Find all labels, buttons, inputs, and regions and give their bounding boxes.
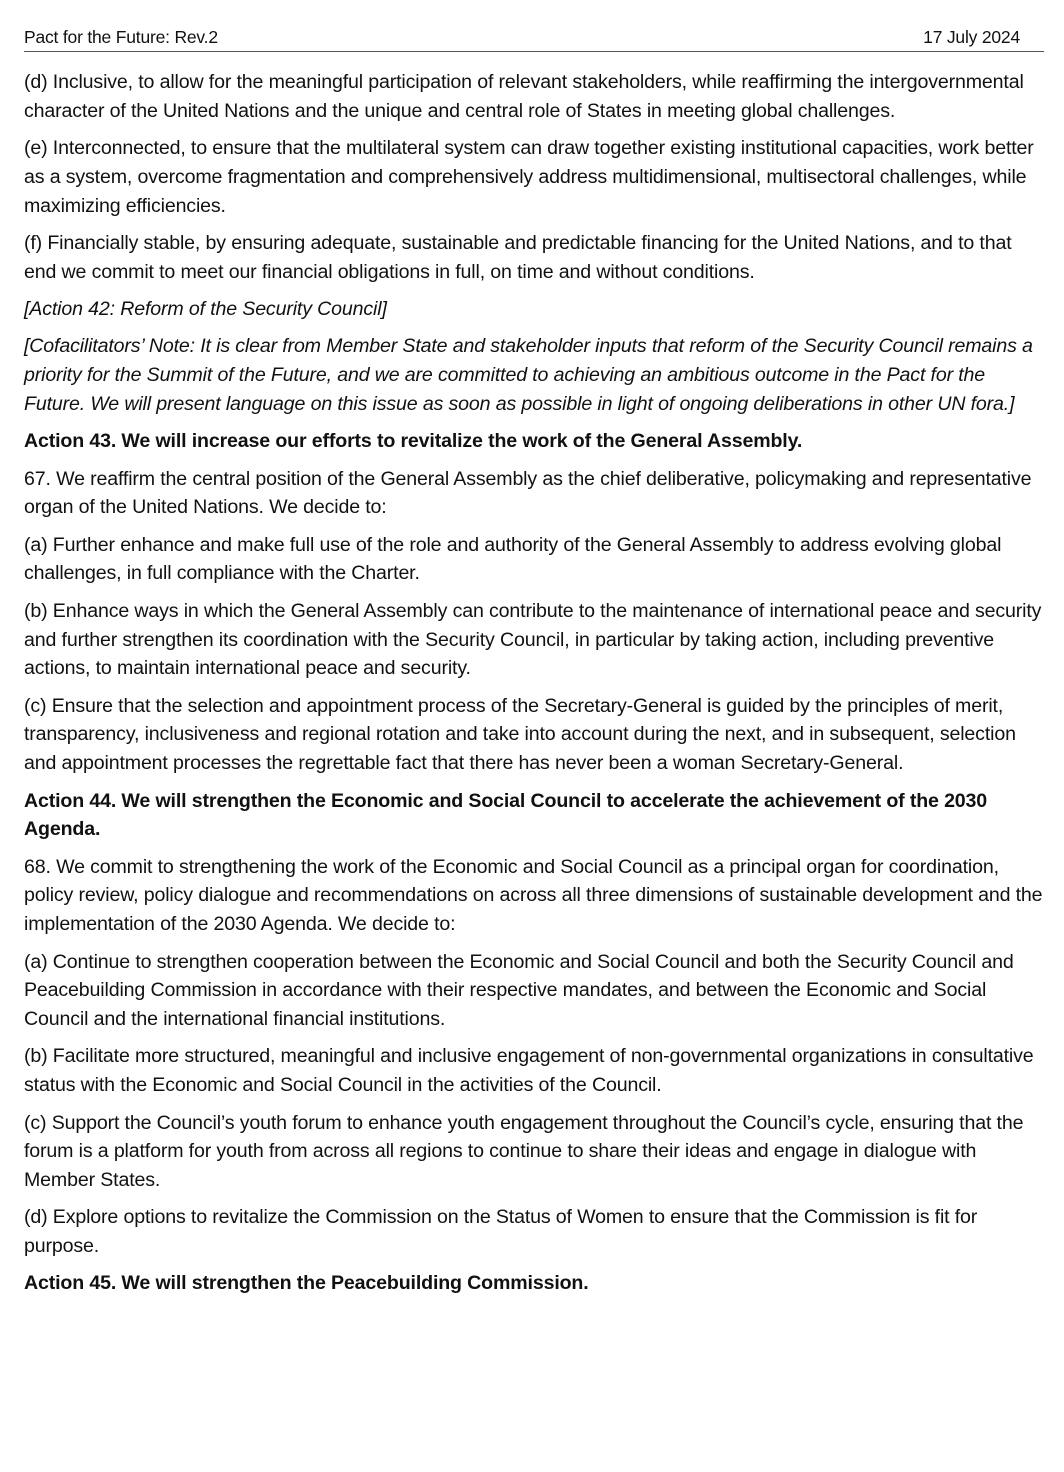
paragraph-67: 67. We reaffirm the central position of the General Assembly as the chief deliberative, policymaking and representative organ of the United Nations. We decide to: bbox=[24, 467, 1032, 519]
paragraph-67-c: (c) Ensure that the selection and appointment process of the Secretary-General is guided by the principles of merit, transparency, inclusiveness and regional rotation and take into account during the next, and in subsequent, selection and appointment processes the regrettable fact that there has never been a woman Secretary-General. bbox=[24, 694, 1016, 775]
cofacilitators-note: [Cofacilitators’ Note: It is clear from Member State and stakeholder inputs that reform of the Security Council remains a priority for the Summit of the Future, and we are committed to achieving an ambitious outcome in the Pact for the Future. We will present language on this issue as soon as possible in light of ongoing deliberations in other UN fora.] bbox=[24, 335, 1033, 415]
action-45-heading: Action 45. We will strengthen the Peacebuilding Commission. bbox=[24, 1272, 589, 1295]
paragraph-f-financially-stable: (f) Financially stable, by ensuring adequate, sustainable and predictable financing for the United Nations, and to that end we commit to meet our financial obligations in full, on time and without conditions. bbox=[24, 231, 1012, 283]
paragraph-68-c: (c) Support the Council’s youth forum to enhance youth engagement throughout the Council’s cycle, ensuring that the forum is a platform for youth from across all regions to continue to share their ideas and engage in dialogue with Member States. bbox=[24, 1111, 1024, 1192]
paragraph-68-a: (a) Continue to strengthen cooperation between the Economic and Social Council and both the Security Council and Peacebuilding Commission in accordance with their respective mandates, and between the Economic and Social Council and the international financial institutions. bbox=[24, 950, 1014, 1031]
paragraph-68-b: (b) Facilitate more structured, meaningful and inclusive engagement of non-governmental organizations in consultative status with the Economic and Social Council in the activities of the Council. bbox=[24, 1045, 1034, 1097]
action-42-heading: [Action 42: Reform of the Security Council] bbox=[24, 298, 387, 321]
action-43-heading: Action 43. We will increase our efforts to revitalize the work of the General Assembly. bbox=[24, 430, 803, 453]
page-header bbox=[24, 0, 1044, 52]
paragraph-e-interconnected: (e) Interconnected, to ensure that the multilateral system can draw together existing institutional capacities, work better as a system, overcome fragmentation and comprehensively address multidimensional, multisectoral challenges, while maximizing efficiencies. bbox=[24, 137, 1034, 217]
paragraph-67-b: (b) Enhance ways in which the General Assembly can contribute to the maintenance of international peace and security and further strengthen its coordination with the Security Council, in particular by taking action, including preventive actions, to maintain international peace and security. bbox=[24, 599, 1042, 680]
paragraph-68: 68. We commit to strengthening the work of the Economic and Social Council as a principal organ for coordination, policy review, policy dialogue and recommendations on across all three dimensions of sustainable development and the implementation of the 2030 Agenda. We decide to: bbox=[24, 855, 1043, 936]
paragraph-67-a: (a) Further enhance and make full use of the role and authority of the General Assembly to address evolving global challenges, in full compliance with the Charter. bbox=[24, 533, 1002, 585]
paragraph-68-d: (d) Explore options to revitalize the Commission on the Status of Women to ensure that the Commission is fit for purpose. bbox=[24, 1206, 978, 1258]
document-date: 17 July 2024 bbox=[923, 27, 1020, 47]
document-title: Pact for the Future: Rev.2 bbox=[24, 27, 218, 47]
paragraph-d-inclusive: (d) Inclusive, to allow for the meaningful participation of relevant stakeholders, while reaffirming the intergovernmental character of the United Nations and the unique and central role of States in meeting global challenges. bbox=[24, 71, 1024, 122]
action-44-heading: Action 44. We will strengthen the Economic and Social Council to accelerate the achievement of the 2030 Agenda. bbox=[24, 789, 988, 841]
document-body bbox=[24, 52, 1044, 1298]
